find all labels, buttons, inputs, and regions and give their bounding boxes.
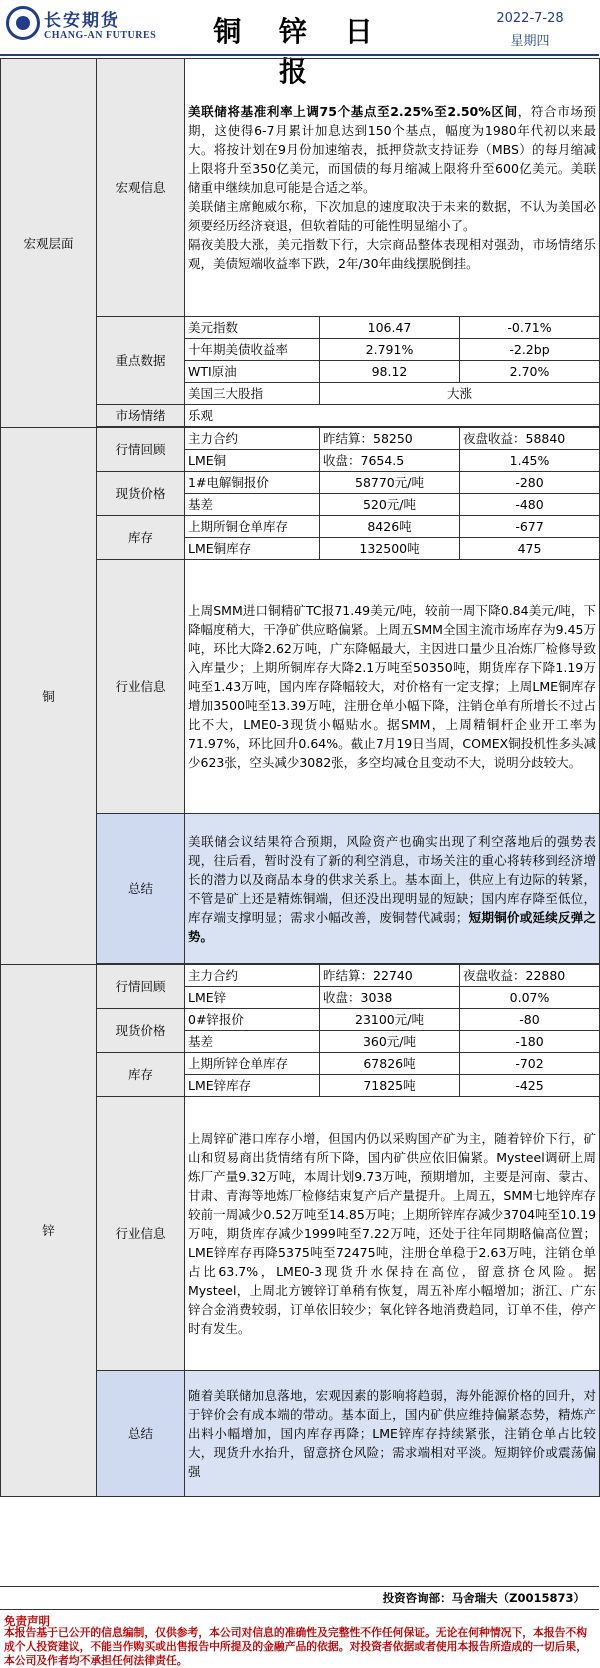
analyst-credit: 投资咨询部：马舍瑞夫（Z0015873） (382, 1591, 585, 1605)
zinc-basis-value: 360元/吨 (320, 1031, 460, 1053)
zinc-main-prev: 昨结算：22740 (320, 965, 460, 987)
zinc-summary-text: 随着美联储加息落地，宏观因素的影响将趋弱，海外能源价格的回升，对于锌价会有成本端的带动。基本面上，国内矿供应维持偏紧态势，精炼产出料小幅增加，国内库存再降；LME锌库存持续紧张，注销仓单占比较大，现货升水抬升，留意挤仓风险；需求端相对平淡。短期锌价或震荡偏强 (185, 1371, 600, 1497)
key-row-change: -2.2bp (460, 339, 600, 361)
analyst-bar (0, 1586, 599, 1610)
zinc-spot-value: 23100元/吨 (320, 1009, 460, 1031)
copper-spot-name: 1#电解铜报价 (185, 472, 320, 494)
macro-info-headline: 美联储将基准利率上调75个基点至2.25%至2.50%区间 (188, 104, 518, 119)
zinc-lme-close: 收盘：3038 (320, 987, 460, 1009)
copper-industry-label: 行业信息 (97, 560, 185, 814)
disclaimer-title: 免责声明 (4, 1614, 50, 1628)
copper-lme-stock-value: 132500吨 (320, 538, 460, 560)
section-zinc: 锌 (1, 965, 97, 1497)
macro-info-rest: ，符合市场预期，这使得6-7月累计加息达到150个基点，幅度为1980年代初以来最大。将按计划在9月份加速缩表，抵押贷款支持证券（MBS）的每月缩减上限将升至350亿美元，而国债的每月缩减上限将升至600亿美元。美联储重申继续加息可能是合适之举。 (188, 104, 597, 195)
zinc-summary-label: 总结 (97, 1371, 185, 1497)
copper-summary-conclusion: 短期铜价或延续反弹之势。 (188, 909, 597, 944)
zinc-basis-name: 基差 (185, 1031, 320, 1053)
report-table (0, 58, 600, 1497)
key-data-label: 重点数据 (97, 317, 185, 405)
copper-shfe-stock-name: 上期所铜仓单库存 (185, 516, 320, 538)
section-macro: 宏观层面 (1, 59, 97, 428)
copper-lme-name: LME铜 (185, 450, 320, 472)
copper-summary-label: 总结 (97, 814, 185, 964)
zinc-spot-label: 现货价格 (97, 1009, 185, 1053)
zinc-shfe-stock-value: 67826吨 (320, 1053, 460, 1075)
zinc-spot-name: 0#锌报价 (185, 1009, 320, 1031)
macro-info-powell: 美联储主席鲍威尔称，下次加息的速度取决于未来的数据，不认为美国必须要经历经济衰退，但软着陆的可能性明显缩小了。 (188, 199, 597, 233)
copper-industry-text: 上周SMM进口铜精矿TC报71.49美元/吨，较前一周下降0.84美元/吨，下降幅度稍大，干净矿供应略偏紧。上周五SMM全国主流市场库存为9.45万吨，环比大降2.62万吨，广东降幅最大，主因进口量少且冶炼厂检修导致入库量少；上期所铜库存大降2.1万吨至50350吨，期货库存下降1.19万吨至1.43万吨，国内库存降幅较大，对价格有一定支撑；上周LME铜库存增加3500吨至13.39万吨，注册仓单小幅下降，注销仓单有所增长不过占比不大，LME0-3现货小幅贴水。据SMM，上周精铜杆企业开工率为71.97%，环比回升0.64%。截止7月19日当周，COMEX铜投机性多头减少623张，空头减少3082张，多空均减仓且变动不大，说明分歧较大。 (185, 560, 600, 814)
report-weekday: 星期四 (510, 34, 550, 49)
zinc-review-label: 行情回顾 (97, 965, 185, 1009)
copper-lme-stock-change: 475 (460, 538, 600, 560)
copper-main-prev: 昨结算：58250 (320, 428, 460, 450)
zinc-lme-stock-change: -425 (460, 1075, 600, 1097)
zinc-lme-name: LME锌 (185, 987, 320, 1009)
zinc-shfe-stock-name: 上期所锌仓单库存 (185, 1053, 320, 1075)
key-row-value: 106.47 (320, 317, 460, 339)
copper-shfe-stock-value: 8426吨 (320, 516, 460, 538)
copper-summary-text (185, 814, 600, 964)
zinc-lme-change: 0.07% (460, 987, 600, 1009)
key-row-value: 98.12 (320, 361, 460, 383)
macro-info-label: 宏观信息 (97, 59, 185, 317)
disclaimer-text: 本报告基于已公开的信息编制，仅供参考，本公司对信息的准确性及完整性不作任何保证。无论在何种情况下，本报告不构成个人投资建议，不能当作购买或出售报告中所提及的金融产品的依据。对投资者依据或者使用本报告所造成的一切后果，本公司及作者均不承担任何法律责任。 (4, 1626, 588, 1667)
copper-main-night: 夜盘收益：58840 (460, 428, 600, 450)
report-header (0, 0, 599, 88)
copper-stock-label: 库存 (97, 516, 185, 560)
sentiment-value: 乐观 (185, 405, 600, 427)
copper-spot-value: 58770元/吨 (320, 472, 460, 494)
section-copper: 铜 (1, 428, 97, 965)
report-date: 2022-7-28 (496, 11, 564, 26)
key-row-change: 2.70% (460, 361, 600, 383)
zinc-stock-label: 库存 (97, 1053, 185, 1097)
copper-lme-stock-name: LME铜库存 (185, 538, 320, 560)
zinc-industry-text: 上周锌矿港口库存小增，但国内仍以采购国产矿为主，随着锌价下行，矿山和贸易商出货情绪有所下降，国内矿供应依旧偏紧。Mysteel调研上周炼厂产量9.32万吨，本周计划9.73万吨，预期增加，主要是河南、蒙古、甘肃、青海等地炼厂检修结束复产后产量提升。上周五，SMM七地锌库存较前一周减少0.52万吨至14.85万吨；上期所锌库存减少3704吨至10.19万吨，期货库存减少1999吨至7.22万吨，还处于往年同期略偏高位置；LME锌库存再降5375吨至72475吨，注册仓单稳于2.63万吨，注销仓单占比63.7%，LME0-3现货升水保持在高位，留意挤仓风险。据Mysteel，上周北方镀锌订单稍有恢复，周五补库小幅增加；浙江、广东锌合金消费较弱，订单依旧较少；氧化锌各地消费趋同，订单不佳，停产时有发生。 (185, 1097, 600, 1371)
copper-basis-change: -480 (460, 494, 600, 516)
zinc-basis-change: -180 (460, 1031, 600, 1053)
zinc-main-night: 夜盘收益：22880 (460, 965, 600, 987)
zinc-industry-label: 行业信息 (97, 1097, 185, 1371)
copper-spot-label: 现货价格 (97, 472, 185, 516)
zinc-main-contract: 主力合约 (185, 965, 320, 987)
copper-basis-value: 520元/吨 (320, 494, 460, 516)
key-row-name: WTI原油 (185, 361, 320, 383)
zinc-shfe-stock-change: -702 (460, 1053, 600, 1075)
company-name-cn: 长安期货 (44, 11, 120, 31)
key-row-value: 2.791% (320, 339, 460, 361)
copper-basis-name: 基差 (185, 494, 320, 516)
report-title: 铜 锌 日 报 (213, 15, 387, 88)
copper-lme-close: 收盘：7654.5 (320, 450, 460, 472)
company-name-en: CHANG-AN FUTURES (44, 30, 157, 41)
key-row-name: 十年期美债收益率 (185, 339, 320, 361)
key-row-change: -0.71% (460, 317, 600, 339)
copper-shfe-stock-change: -677 (460, 516, 600, 538)
key-row-value: 大涨 (320, 383, 600, 405)
copper-review-label: 行情回顾 (97, 428, 185, 472)
macro-info-text (185, 59, 600, 317)
key-row-name: 美元指数 (185, 317, 320, 339)
macro-info-market: 隔夜美股大涨，美元指数下行，大宗商品整体表现相对强劲，市场情绪乐观，美债短端收益率下跌，2年/30年曲线摆脱倒挂。 (188, 237, 597, 271)
zinc-spot-change: -80 (460, 1009, 600, 1031)
zinc-lme-stock-name: LME锌库存 (185, 1075, 320, 1097)
company-logo-icon (6, 6, 40, 40)
copper-spot-change: -280 (460, 472, 600, 494)
copper-main-contract: 主力合约 (185, 428, 320, 450)
zinc-lme-stock-value: 71825吨 (320, 1075, 460, 1097)
copper-summary-body: 美联储会议结果符合预期，风险资产也确实出现了利空落地后的强势表现，往后看，暂时没有了新的利空消息，市场关注的重心将转移到经济增长的潜力以及商品本身的供求关系上。基本面上，供应上有边际的转紧，不管是矿上还是精炼铜端，但还没出现明显的短缺；国内库存降至低位，库存端支撑明显；需求小幅改善，废铜替代减弱； (188, 833, 597, 925)
sentiment-label: 市场情绪 (97, 405, 185, 427)
copper-lme-change: 1.45% (460, 450, 600, 472)
key-row-name: 美国三大股指 (185, 383, 320, 405)
